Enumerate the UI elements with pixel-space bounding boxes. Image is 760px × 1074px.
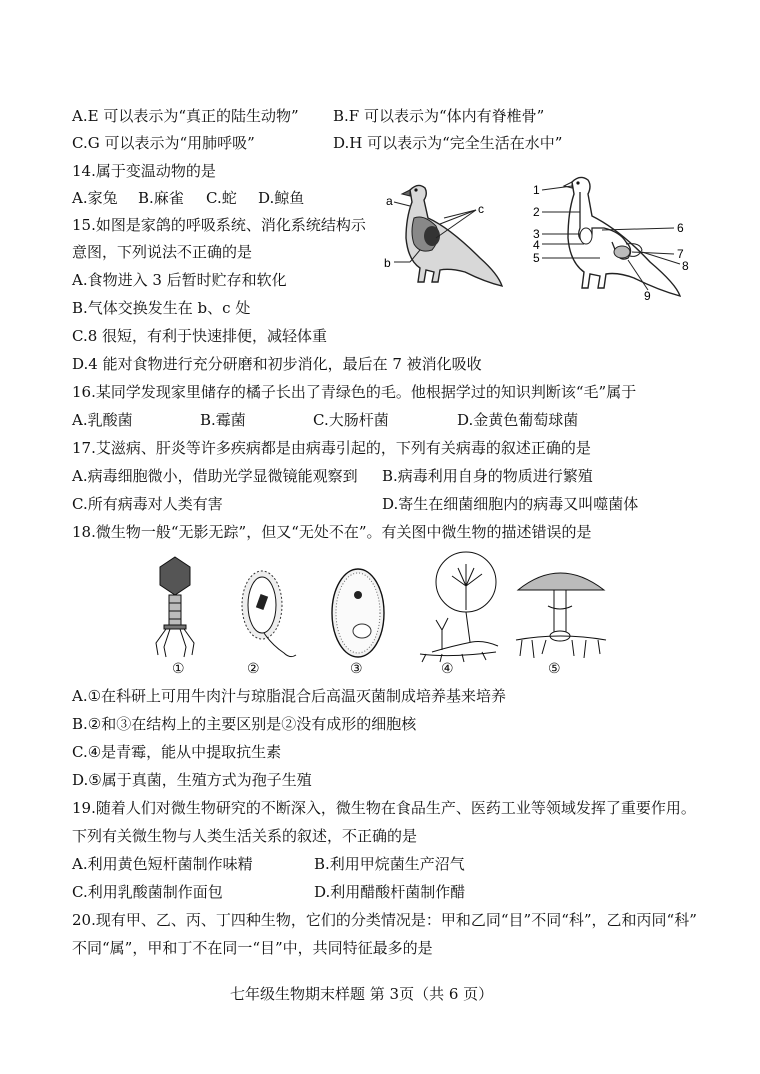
page-footer: 七年级生物期末样题 第 3页（共 6 页） <box>230 985 494 1003</box>
pigeon2-label-4: 4 <box>533 238 540 252</box>
q15-option-b: B.气体交换发生在 b、c 处 <box>72 299 251 317</box>
q17-option-a: A.病毒细胞微小，借助光学显微镜能观察到 <box>72 467 358 485</box>
pigeon2-label-9: 9 <box>644 289 651 302</box>
bacteriophage-figure <box>150 555 200 665</box>
pigeon-respiratory-figure <box>380 178 505 296</box>
q15-option-c: C.8 很短，有利于快速排便，减轻体重 <box>72 327 328 345</box>
q18-option-d: D.⑤属于真菌，生殖方式为孢子生殖 <box>72 771 312 789</box>
q19-option-a: A.利用黄色短杆菌制作味精 <box>72 855 253 873</box>
q13-option-b: B.F 可以表示为“体内有脊椎骨” <box>333 107 545 125</box>
q13-option-c: C.G 可以表示为“用肺呼吸” <box>72 134 255 152</box>
q15-stem-line1: 15.如图是家鸽的呼吸系统、消化系统结构示 <box>72 216 366 234</box>
q18-figure-label-1: ① <box>172 661 185 677</box>
q14-option-c: C.蛇 <box>206 189 237 207</box>
penicillium-figure <box>412 550 504 665</box>
pigeon-label-b: b <box>384 256 391 270</box>
pigeon2-label-8: 8 <box>682 259 689 273</box>
q20-stem-line2: 不同“属”，甲和丁不在同一“目”中，共同特征最多的是 <box>72 939 433 957</box>
yeast-figure <box>328 565 388 663</box>
q18-option-c: C.④是青霉，能从中提取抗生素 <box>72 743 282 761</box>
q19-option-d: D.利用醋酸杆菌制作醋 <box>314 883 466 901</box>
q15-option-a: A.食物进入 3 后暂时贮存和软化 <box>72 271 287 289</box>
q14-option-a: A.家兔 <box>72 189 118 207</box>
q18-option-b: B.②和③在结构上的主要区别是②没有成形的细胞核 <box>72 715 417 733</box>
q16-option-d: D.金黄色葡萄球菌 <box>457 411 579 429</box>
pigeon2-label-5: 5 <box>533 251 540 265</box>
q15-stem-line2: 意图，下列说法不正确的是 <box>72 243 253 261</box>
pigeon2-label-2: 2 <box>533 205 540 219</box>
mushroom-figure <box>512 562 610 662</box>
pigeon2-label-7: 7 <box>677 247 684 261</box>
q17-option-d: D.寄生在细菌细胞内的病毒又叫噬菌体 <box>382 495 639 513</box>
q16-stem: 16.某同学发现家里储存的橘子长出了青绿色的毛。他根据学过的知识判断该“毛”属于 <box>72 383 637 401</box>
q19-stem-line1: 19.随着人们对微生物研究的不断深入，微生物在食品生产、医药工业等领域发挥了重要作用。 <box>72 799 696 817</box>
q14-stem: 14.属于变温动物的是 <box>72 162 216 180</box>
q18-figure-label-5: ⑤ <box>548 661 561 677</box>
q18-stem: 18.微生物一般“无影无踪”，但又“无处不在”。有关图中微生物的描述错误的是 <box>72 523 592 541</box>
pigeon-digestive-figure <box>530 172 700 302</box>
q17-stem: 17.艾滋病、肝炎等许多疾病都是由病毒引起的，下列有关病毒的叙述正确的是 <box>72 439 591 457</box>
q13-option-d: D.H 可以表示为“完全生活在水中” <box>333 134 563 152</box>
q18-figure-label-2: ② <box>247 661 260 677</box>
q19-option-b: B.利用甲烷菌生产沼气 <box>314 855 465 873</box>
q18-option-a: A.①在科研上可用牛肉汁与琼脂混合后高温灭菌制成培养基来培养 <box>72 687 507 705</box>
q17-option-c: C.所有病毒对人类有害 <box>72 495 223 513</box>
q16-option-c: C.大肠杆菌 <box>313 411 389 429</box>
q19-stem-line2: 下列有关微生物与人类生活关系的叙述，不正确的是 <box>72 827 418 845</box>
pigeon2-label-6: 6 <box>677 221 684 235</box>
q14-option-b: B.麻雀 <box>138 189 184 207</box>
pigeon-label-c: c <box>478 202 484 216</box>
pigeon2-label-3: 3 <box>533 227 540 241</box>
q14-option-d: D.鲸鱼 <box>258 189 305 207</box>
q17-option-b: B.病毒利用自身的物质进行繁殖 <box>382 467 593 485</box>
q16-option-b: B.霉菌 <box>200 411 246 429</box>
q13-option-a: A.E 可以表示为“真正的陆生动物” <box>72 107 299 125</box>
bacterium-figure <box>232 565 302 665</box>
q16-option-a: A.乳酸菌 <box>72 411 133 429</box>
q19-option-c: C.利用乳酸菌制作面包 <box>72 883 223 901</box>
q18-figure-label-3: ③ <box>350 661 363 677</box>
q20-stem-line1: 20.现有甲、乙、丙、丁四种生物，它们的分类情况是：甲和乙同“目”不同“科”，乙和丙同“科” <box>72 911 697 929</box>
q15-option-d: D.4 能对食物进行充分研磨和初步消化，最后在 7 被消化吸收 <box>72 355 482 373</box>
pigeon2-label-1: 1 <box>533 183 540 197</box>
q18-figure-label-4: ④ <box>441 661 454 677</box>
pigeon-label-a: a <box>386 194 393 208</box>
